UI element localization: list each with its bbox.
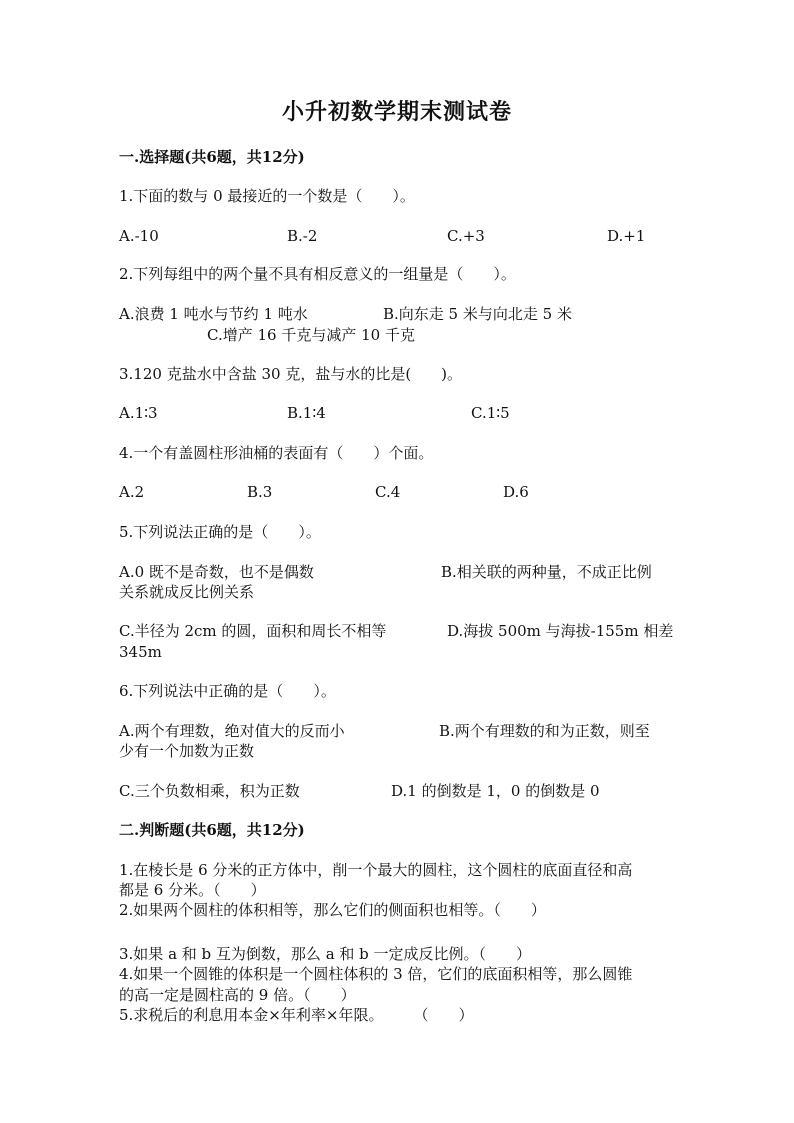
question-2-option-b: B.向东走 5 米与向北走 5 米 — [383, 305, 572, 323]
page-title: 小升初数学期末测试卷 — [281, 99, 512, 125]
question-4-option-d: D.6 — [503, 483, 529, 501]
question-6-option-b: B.两个有理数的和为正数，则至 — [439, 722, 650, 740]
question-1-option-d: D.+1 — [607, 227, 646, 245]
question-3-option-b: B.1∶4 — [287, 404, 326, 422]
judgment-item-4: 4.如果一个圆锥的体积是一个圆柱体积的 3 倍，它们的底面积相等，那么圆锥 — [119, 965, 633, 983]
question-5-stem: 5.下列说法正确的是（ ）。 — [119, 523, 321, 541]
judgment-item-1: 1.在棱长是 6 分米的正方体中，削一个最大的圆柱，这个圆柱的底面直径和高 — [119, 861, 633, 879]
question-4-option-c: C.4 — [375, 483, 401, 501]
question-2-stem: 2.下列每组中的两个量不具有相反意义的一组量是（ ）。 — [119, 265, 516, 283]
question-5-option-a: A.0 既不是奇数，也不是偶数 — [119, 563, 314, 581]
judgment-item-5: 5.求税后的利息用本金×年利率×年限。 （ ） — [119, 1006, 474, 1024]
question-1-option-a: A.-10 — [119, 227, 159, 245]
question-6-option-c: C.三个负数相乘，积为正数 — [119, 782, 300, 800]
question-6-option-a: A.两个有理数，绝对值大的反而小 — [119, 722, 345, 740]
section-heading-choice: 一.选择题(共6题，共12分) — [119, 148, 305, 166]
question-5-option-c: C.半径为 2cm 的圆，面积和周长不相等 — [119, 622, 387, 640]
judgment-item-1-continued: 都是 6 分米。（ ） — [119, 881, 266, 899]
question-5-option-b-continued: 关系就成反比例关系 — [119, 583, 255, 601]
question-1-stem: 1.下面的数与 0 最接近的一个数是（ ）。 — [119, 187, 415, 205]
question-5-option-b: B.相关联的两种量，不成正比例 — [441, 563, 652, 581]
question-3-option-c: C.1∶5 — [471, 404, 510, 422]
question-4-option-b: B.3 — [247, 483, 273, 501]
judgment-item-3: 3.如果 a 和 b 互为倒数，那么 a 和 b 一定成反比例。（ ） — [119, 945, 532, 963]
question-5-option-d-continued: 345m — [119, 643, 162, 661]
judgment-item-4-continued: 的高一定是圆柱高的 9 倍。（ ） — [119, 986, 356, 1004]
question-3-option-a: A.1∶3 — [119, 404, 158, 422]
question-2-option-a: A.浪费 1 吨水与节约 1 吨水 — [119, 305, 308, 323]
question-3-stem: 3.120 克盐水中含盐 30 克，盐与水的比是( )。 — [119, 365, 463, 383]
question-6-option-b-continued: 少有一个加数为正数 — [119, 742, 255, 760]
question-6-option-d: D.1 的倒数是 1，0 的倒数是 0 — [391, 782, 600, 800]
judgment-item-2: 2.如果两个圆柱的体积相等，那么它们的侧面积也相等。（ ） — [119, 901, 546, 919]
question-1-option-b: B.-2 — [287, 227, 318, 245]
question-4-option-a: A.2 — [119, 483, 145, 501]
question-4-stem: 4.一个有盖圆柱形油桶的表面有（ ）个面。 — [119, 444, 434, 462]
question-5-option-d: D.海拔 500m 与海拔-155m 相差 — [447, 622, 674, 640]
question-1-option-c: C.+3 — [447, 227, 485, 245]
section-heading-judgment: 二.判断题(共6题，共12分) — [119, 821, 305, 839]
question-2-option-c: C.增产 16 千克与减产 10 千克 — [207, 326, 415, 344]
question-6-stem: 6.下列说法中正确的是（ ）。 — [119, 682, 336, 700]
